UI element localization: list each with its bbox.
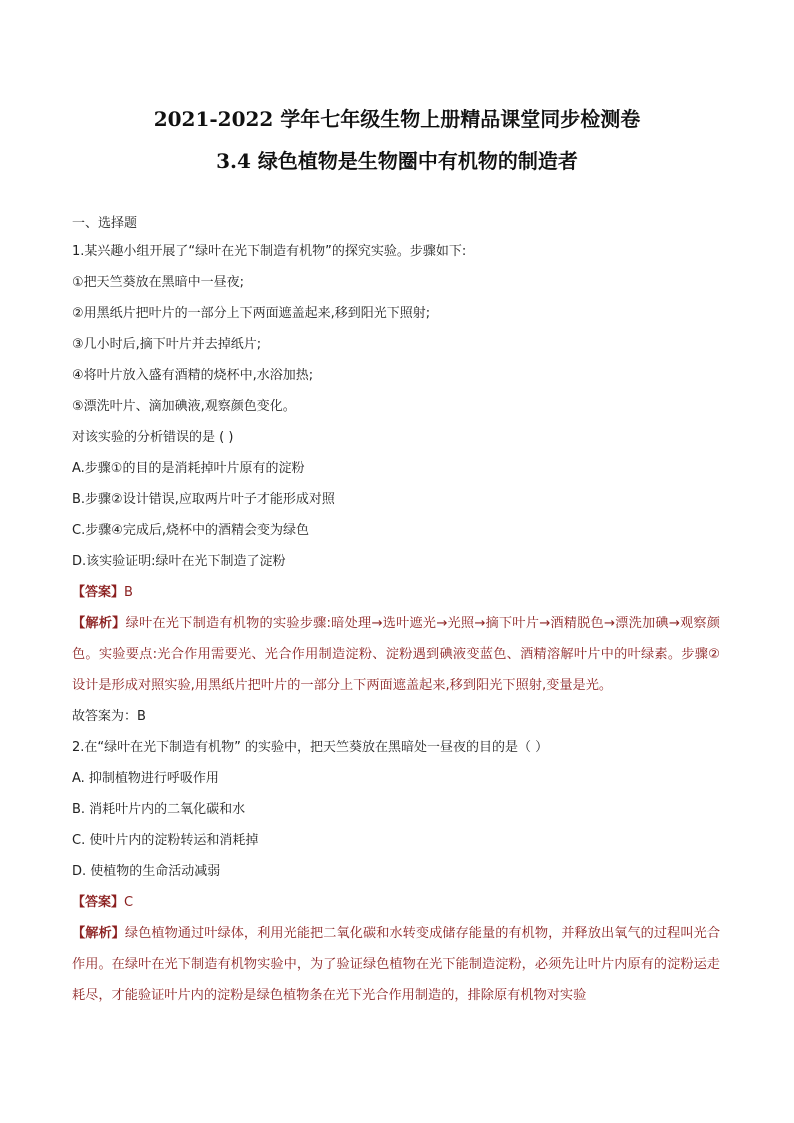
q1-option-d: D.该实验证明:绿叶在光下制造了淀粉 <box>72 554 286 569</box>
q2-explanation-tag: 【解析】 <box>72 926 125 941</box>
q2-answer-value: C <box>124 895 134 910</box>
document-title: 2021-2022 学年七年级生物上册精品课堂同步检测卷 <box>153 107 641 131</box>
q1-option-b: B.步骤②设计错误,应取两片叶子才能形成对照 <box>72 492 335 507</box>
q1-option-a: A.步骤①的目的是消耗掉叶片原有的淀粉 <box>72 461 305 476</box>
q2-option-a: A. 抑制植物进行呼吸作用 <box>72 771 219 786</box>
q1-step-4: ④将叶片放入盛有酒精的烧杯中,水浴加热; <box>72 368 314 383</box>
q1-answer-tag: 【答案】 <box>72 585 125 600</box>
q2-stem: 2.在“绿叶在光下制造有机物” 的实验中，把天竺葵放在黑暗处一昼夜的目的是（ ） <box>72 740 549 755</box>
q1-answer-value: B <box>124 585 133 600</box>
q1-step-3: ③几小时后,摘下叶片并去掉纸片; <box>72 337 262 352</box>
section-title: 一、选择题 <box>72 216 138 231</box>
q1-explanation-tag: 【解析】 <box>72 616 126 631</box>
document-subtitle: 3.4 绿色植物是生物圈中有机物的制造者 <box>216 149 578 173</box>
q1-step-5: ⑤漂洗叶片、滴加碘液,观察颜色变化。 <box>72 399 296 414</box>
q1-answer <box>72 577 720 608</box>
q2-answer <box>72 887 720 918</box>
q2-option-b: B. 消耗叶片内的二氧化碳和水 <box>72 802 246 817</box>
q1-conclusion: 故答案为：B <box>72 709 146 724</box>
q1-option-c: C.步骤④完成后,烧杯中的酒精会变为绿色 <box>72 523 309 538</box>
q1-stem: 1.某兴趣小组开展了“绿叶在光下制造有机物”的探究实验。步骤如下: <box>72 244 467 259</box>
q1-question: 对该实验的分析错误的是 ( ) <box>72 430 234 445</box>
q2-explanation-text: 绿色植物通过叶绿体，利用光能把二氧化碳和水转变成储存能量的有机物，并释放出氧气的过程叫光合作用。在绿叶在光下制造有机物实验中，为了验证绿色植物在光下能制造淀粉，必须先让叶片内原有的淀粉运走耗尽，才能验证叶片内的淀粉是绿色植物条在光下光合作用制造的，排除原有机物对实验 <box>72 926 721 1003</box>
q2-option-c: C. 使叶片内的淀粉转运和消耗掉 <box>72 833 259 848</box>
q1-step-2: ②用黑纸片把叶片的一部分上下两面遮盖起来,移到阳光下照射; <box>72 306 431 321</box>
q1-explanation <box>72 608 720 701</box>
q2-explanation <box>72 918 720 1011</box>
q2-answer-tag: 【答案】 <box>72 895 125 910</box>
q2-option-d: D. 使植物的生命活动减弱 <box>72 864 221 879</box>
document-body <box>72 212 720 1011</box>
q1-step-1: ①把天竺葵放在黑暗中一昼夜; <box>72 275 245 290</box>
q1-explanation-text: 绿叶在光下制造有机物的实验步骤:暗处理→选叶遮光→光照→摘下叶片→酒精脱色→漂洗加碘→观察颜色。实验要点:光合作用需要光、光合作用制造淀粉、淀粉遇到碘液变蓝色、酒精溶解叶片中的叶绿素。步骤②设计是形成对照实验,用黑纸片把叶片的一部分上下两面遮盖起来,移到阳光下照射,变量是光。 <box>72 616 720 693</box>
